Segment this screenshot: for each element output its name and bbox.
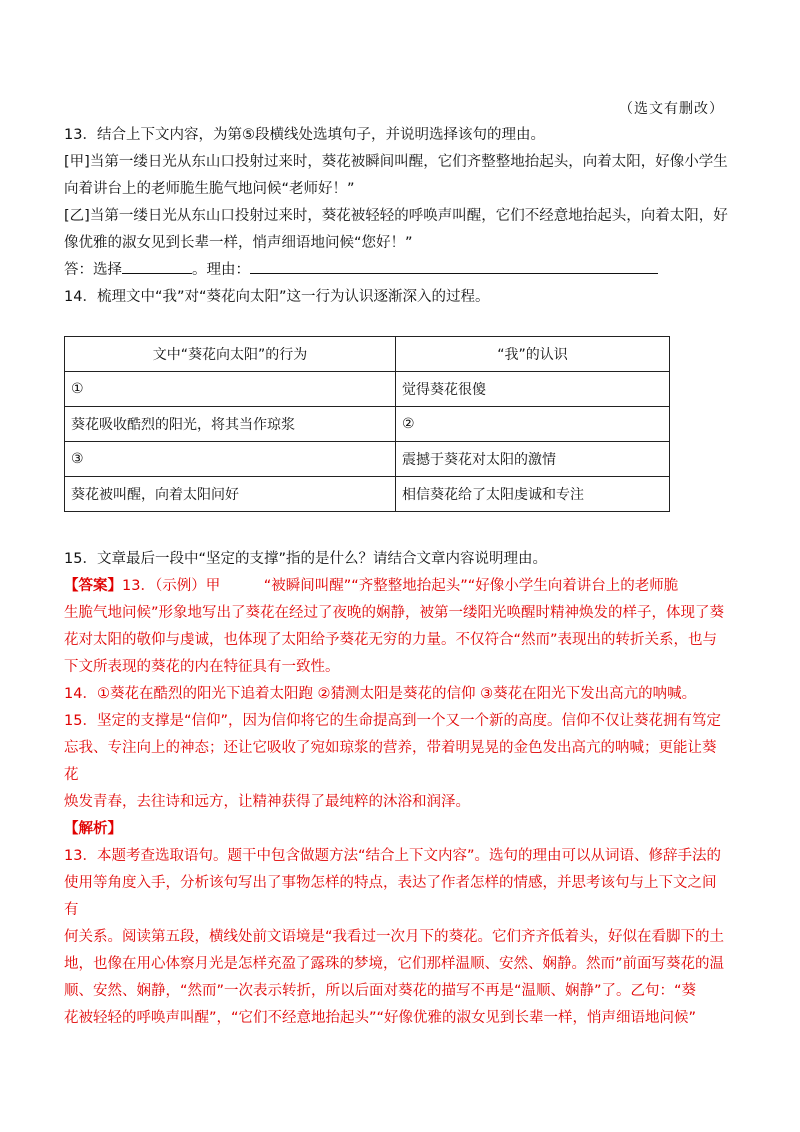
table-header-cell: 文中“葵花向太阳”的行为 bbox=[65, 337, 396, 372]
q13-option-jia-line2: 向着讲台上的老师脆生脆气地问候“老师好！” bbox=[64, 181, 355, 197]
answer-15-line1: 15．坚定的支撑是“信仰”，因为信仰将它的生命提高到一个又一个新的高度。信仰不仅让葵花拥有笃定 bbox=[64, 713, 721, 729]
table-cell: 葵花吸收酷烈的阳光，将其当作琼浆 bbox=[65, 407, 396, 442]
analysis-line3: 何关系。阅读第五段，横线处前文语境是“我看过一次月下的葵花。它们齐齐低着头，好似在看脚下的土 bbox=[64, 929, 725, 945]
table-cell: 葵花被叫醒，向着太阳问好 bbox=[65, 477, 396, 512]
table-row bbox=[65, 407, 670, 442]
question-15-and-answers bbox=[64, 546, 728, 1032]
answer-15-line3: 焕发青春，去往诗和远方，让精神获得了最纯粹的沐浴和润泽。 bbox=[64, 794, 470, 810]
answer-14: 14．①葵花在酷烈的阳光下追着太阳跑 ②猜测太阳是葵花的信仰 ③葵花在阳光下发出高亢的呐喊。 bbox=[64, 686, 697, 702]
analysis-tag: 【解析】 bbox=[64, 821, 122, 837]
table-cell: ① bbox=[65, 372, 396, 407]
analysis-line2: 使用等角度入手，分析该句写出了事物怎样的特点，表达了作者怎样的情感，并思考该句与上下文之间有 bbox=[64, 875, 717, 918]
table-header-cell: “我”的认识 bbox=[396, 337, 670, 372]
analysis-line4: 地，也像在用心体察月光是怎样充盈了露珠的梦境，它们那样温顺、安然、娴静。然而”前面写葵花的温 bbox=[64, 956, 725, 972]
q14-table bbox=[64, 336, 670, 512]
table-cell: ② bbox=[396, 407, 670, 442]
answer-13-line3: 花对太阳的敬仰与虔诚，也体现了太阳给予葵花无穷的力量。不仅符合“然而”表现出的转折关系，也与 bbox=[64, 632, 718, 648]
q14-stem: 14．梳理文中“我”对“葵花向太阳”这一行为认识逐渐深入的过程。 bbox=[64, 289, 490, 305]
table-row bbox=[65, 442, 670, 477]
choice-blank[interactable] bbox=[122, 257, 192, 274]
analysis-line5: 顺、安然、娴静，“然而”一次表示转折，所以后面对葵花的描写不再是“温顺、娴静”了。乙句：“葵 bbox=[64, 983, 697, 999]
reason-blank[interactable] bbox=[250, 257, 658, 274]
q15-stem: 15．文章最后一段中“坚定的支撑”指的是什么？请结合文章内容说明理由。 bbox=[64, 551, 547, 567]
analysis-line6: 花被轻轻的呼唤声叫醒”，“它们不经意地抬起头”“好像优雅的淑女见到长辈一样，悄声细语地问候” bbox=[64, 1010, 697, 1026]
question-13 bbox=[64, 122, 728, 311]
answer-tag: 【答案】 bbox=[64, 578, 122, 594]
table-row bbox=[65, 372, 670, 407]
table-cell: ③ bbox=[65, 442, 396, 477]
q13-answer-line bbox=[64, 257, 728, 284]
analysis-line1: 13．本题考查选取语句。题干中包含做题方法“结合上下文内容”。选句的理由可以从词语、修辞手法的 bbox=[64, 848, 721, 864]
answer-prefix: 答：选择 bbox=[64, 262, 122, 278]
q13-option-yi-line1: [乙]当第一缕日光从东山口投射过来时，葵花被轻轻的呼唤声叫醒，它们不经意地抬起头，向着太阳，好 bbox=[64, 208, 728, 224]
q13-stem: 13．结合上下文内容，为第⑤段横线处选填句子，并说明选择该句的理由。 bbox=[64, 127, 545, 143]
table-header-row bbox=[65, 337, 670, 372]
q13-option-jia-line1: [甲]当第一缕日光从东山口投射过来时，葵花被瞬间叫醒，它们齐整整地抬起头，向着太阳，好像小学生 bbox=[64, 154, 728, 170]
source-note: （选文有删改） bbox=[619, 101, 724, 117]
table-row bbox=[65, 477, 670, 512]
table-cell: 相信葵花给了太阳虔诚和专注 bbox=[396, 477, 670, 512]
answer-13-line1: 【答案】13．（示例）甲 “被瞬间叫醒”“齐整整地抬起头”“好像小学生向着讲台上的老师脆 bbox=[64, 578, 679, 594]
table-cell: 觉得葵花很傻 bbox=[396, 372, 670, 407]
table-cell: 震撼于葵花对太阳的激情 bbox=[396, 442, 670, 477]
answer-15-line2: 忘我、专注向上的神态；还让它吸收了宛如琼浆的营养，带着明晃晃的金色发出高亢的呐喊；更能让葵花 bbox=[64, 740, 717, 783]
q13-option-yi-line2: 像优雅的淑女见到长辈一样，悄声细语地问候“您好！” bbox=[64, 235, 413, 251]
answer-13-line2: 生脆气地问候”形象地写出了葵花在经过了夜晚的娴静，被第一缕阳光唤醒时精神焕发的样子，体现了葵 bbox=[64, 605, 725, 621]
answer-mid: 。理由： bbox=[192, 262, 250, 278]
answer-13-line4: 下文所表现的葵花的内在特征具有一致性。 bbox=[64, 659, 340, 675]
